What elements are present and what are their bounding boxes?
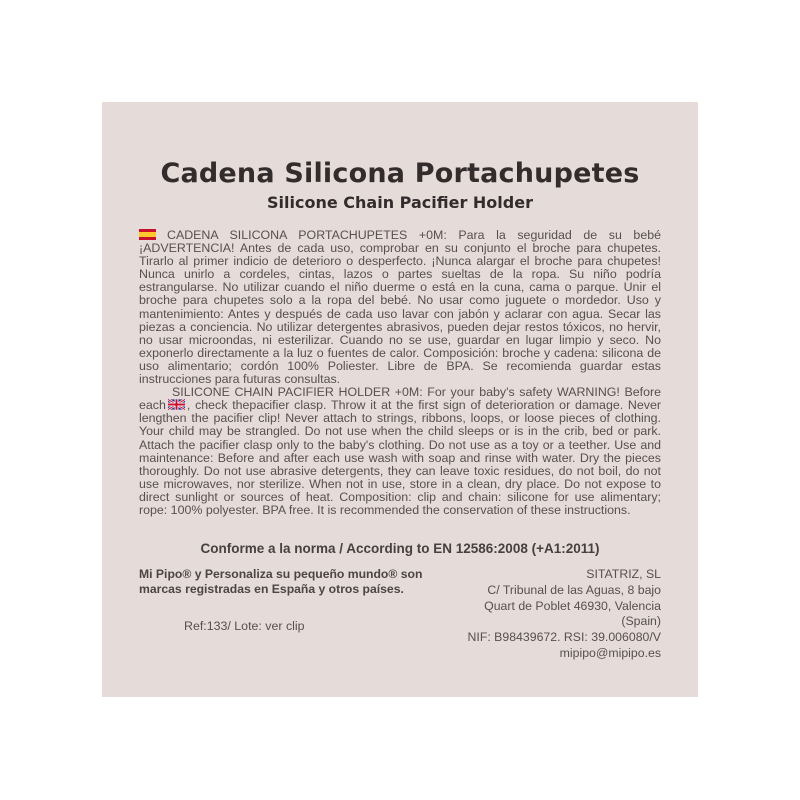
ref-lote: Ref:133/ Lote: ver clip	[184, 619, 305, 634]
company-city: Quart de Poblet 46930, Valencia (Spain)	[484, 598, 661, 629]
footer	[139, 567, 661, 662]
company-name: SITATRIZ, SL	[586, 567, 661, 582]
company-info	[445, 567, 661, 662]
product-label	[102, 102, 698, 697]
trademark-notice: Mi Pipo® y Personaliza su pequeño mundo® son marcas registradas en España y otros países.	[139, 567, 423, 597]
english-instructions	[139, 386, 661, 517]
uk-flag-icon	[168, 399, 185, 410]
company-email: mipipo@mipipo.es	[559, 646, 661, 661]
spanish-instructions-text: CADENA SILICONA PORTACHUPETES +0M: Para la seguridad de su bebé ¡ADVERTENCIA! Antes de cada uso, comprobar en su conjunto el broche para chupetes. Tirarlo al primer indicio de deterioro o desperfecto. ¡Nunca alargar el broche para chupetes! Nunca unirlo a cordeles, cintas, lazos o partes sueltas de la ropa. Su niño podría estrangularse. No utilizar cuando el niño duerme o está en la cuna, cama o parque. Unir el broche para chupetes solo a la ropa del bebé. No usar como juguete o mordedor. Uso y mantenimiento: Antes y después de cada uso lavar con jabón y aclarar con agua. Secar las piezas a conciencia. No utilizar detergentes abrasivos, pueden dejar restos tóxicos, no hervir, no usar microondas, ni esterilizar. Cuando no se use, guardar en lugar limpio y seco. No exponerlo directamente a la luz o fuentes de calor. Composición: broche y cadena: silicona de uso alimentario; cordón 100% Poliester. Libre de BPA. Se recomienda guardar estas instrucciones para futuras consultas.	[139, 228, 661, 387]
english-instructions-text-end: , check thepacifier clasp. Throw it at the first sign of deterioration or damage. Never lengthen the pacifier clip! Never attach to strings, ribbons, loops, or loose pieces of clothing. Your child may be strangled. Do not use when the child sleeps or is in the crib, bed or park. Attach the pacifier clasp only to the baby's clothing. Do not use as a toy or a teether. Use and maintenance: Before and after each use wash with soap and rinse with water. Dry the pieces thoroughly. Do not use abrasive detergents, they can leave toxic residues, do not boil, do not use microwaves, nor sterilize. When not in use, store in a clean, dry place. Do not expose to direct sunlight or sources of heat. Composition: clip and chain: silicone for use alimentary; rope: 100% polyester. BPA free. It is recommended the conservation of these instructions.	[139, 398, 661, 517]
product-title: Cadena Silicona Portachupetes	[160, 158, 640, 189]
product-subtitle: Silicone Chain Pacifier Holder	[267, 193, 533, 212]
footer-left-column	[139, 567, 445, 662]
instructions-block	[139, 229, 661, 517]
standard-compliance: Conforme a la norma / According to EN 12586:2008 (+A1:2011)	[200, 541, 600, 557]
company-nif-rsi: NIF: B98439672. RSI: 39.006080/V	[467, 630, 661, 645]
spanish-instructions	[139, 229, 661, 386]
company-street: C/ Tribunal de las Aguas, 8 bajo	[487, 582, 661, 597]
english-instructions-text-start: SILICONE CHAIN PACIFIER HOLDER +0M: For your baby's safety WARNING! Before each	[139, 385, 661, 413]
spain-flag-icon	[139, 229, 156, 240]
